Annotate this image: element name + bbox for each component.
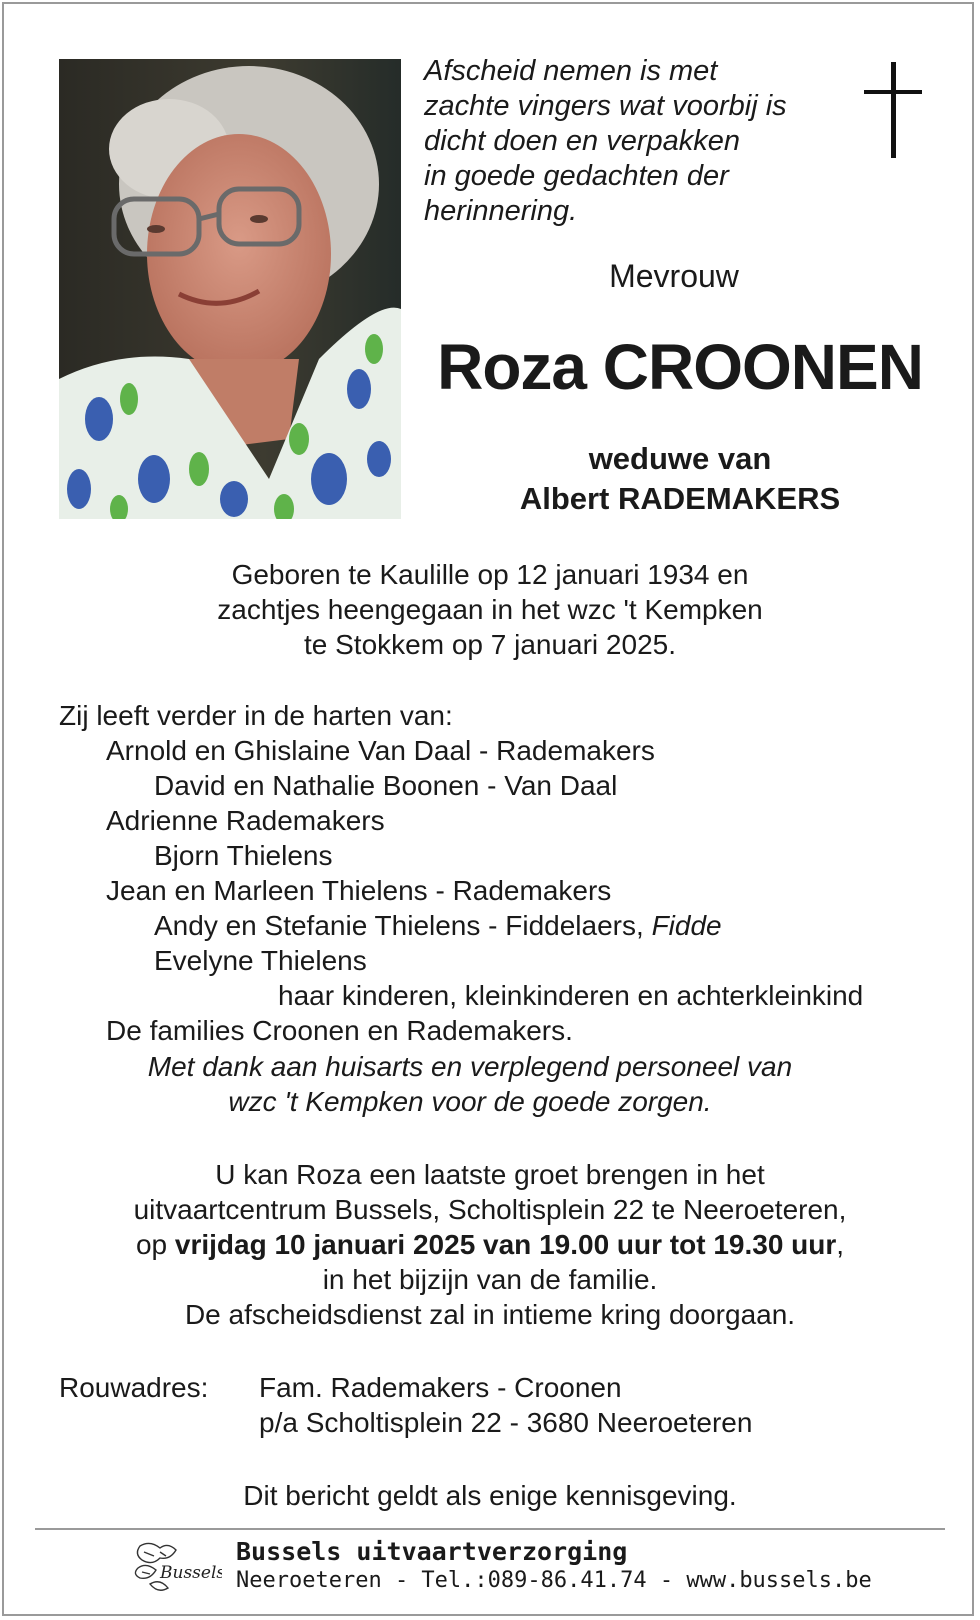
notice: Dit bericht geldt als enige kennisgeving. [243, 1480, 737, 1511]
poem-line: Afscheid nemen is met [424, 55, 718, 87]
poem-line: dicht doen en verpakken [424, 125, 740, 157]
family-member: Adrienne Rademakers [106, 805, 385, 836]
footer-divider [35, 1528, 945, 1530]
birth-death-line: te Stokkem op 7 januari 2025. [303, 629, 676, 660]
address-line: Fam. Rademakers - Croonen [259, 1372, 622, 1403]
family-member: Evelyne Thielens [154, 945, 367, 976]
honorific: Mevrouw [609, 258, 739, 294]
deceased-name: Roza CROONEN [437, 331, 923, 403]
poem-line: zachte vingers wat voorbij is [424, 90, 787, 122]
address-label: Rouwadres: [59, 1372, 209, 1403]
visitation-prefix: op [135, 1229, 168, 1260]
visitation-line: in het bijzijn van de familie. [322, 1264, 658, 1295]
family-member-with-child [154, 908, 722, 943]
visitation-suffix: , [836, 1229, 845, 1260]
family-member: Andy en Stefanie Thielens - Fiddelaers, [154, 910, 644, 941]
family-member: Arnold en Ghislaine Van Daal - Rademakers [106, 735, 655, 766]
families-line: De families Croonen en Rademakers. [106, 1015, 573, 1046]
child-name: Fidde [651, 910, 722, 941]
bussels-logo [130, 1538, 222, 1596]
visitation-datetime-line [0, 1227, 980, 1262]
thanks-line: wzc 't Kempken voor de goede zorgen. [228, 1086, 712, 1117]
visitation-line: U kan Roza een laatste groet brengen in het [215, 1159, 765, 1190]
company-name: Bussels uitvaartverzorging [236, 1537, 628, 1566]
address-line: p/a Scholtisplein 22 - 3680 Neeroeteren [259, 1407, 753, 1438]
poem [424, 54, 844, 229]
family-member: David en Nathalie Boonen - Van Daal [154, 770, 618, 801]
visitation-line: De afscheidsdienst zal in intieme kring doorgaan. [184, 1299, 796, 1330]
family-intro: Zij leeft verder in de harten van: [59, 700, 453, 731]
spouse-name: Albert RADEMAKERS [519, 481, 841, 516]
thanks-line: Met dank aan huisarts en verplegend personeel van [147, 1051, 793, 1082]
logo-text: Bussels [160, 1563, 222, 1583]
family-member: Jean en Marleen Thielens - Rademakers [106, 875, 612, 906]
cross-icon [864, 62, 924, 158]
birth-death-line: zachtjes heengegaan in het wzc 't Kempken [217, 594, 763, 625]
poem-line: in goede gedachten der [424, 160, 729, 192]
descendants-line: haar kinderen, kleinkinderen en achterkleinkind [278, 980, 864, 1011]
family-member: Bjorn Thielens [154, 840, 333, 871]
birth-death-line: Geboren te Kaulille op 12 januari 1934 en [231, 559, 749, 590]
widow-label: weduwe van [588, 441, 772, 476]
visitation-line: uitvaartcentrum Bussels, Scholtisplein 22 te Neeroeteren, [133, 1194, 847, 1225]
company-contact: Neeroeteren - Tel.:089-86.41.74 - www.bussels.be [236, 1568, 872, 1593]
visitation-datetime: vrijdag 10 januari 2025 van 19.00 uur tot 19.30 uur [174, 1229, 837, 1260]
poem-line: herinnering. [424, 195, 578, 227]
